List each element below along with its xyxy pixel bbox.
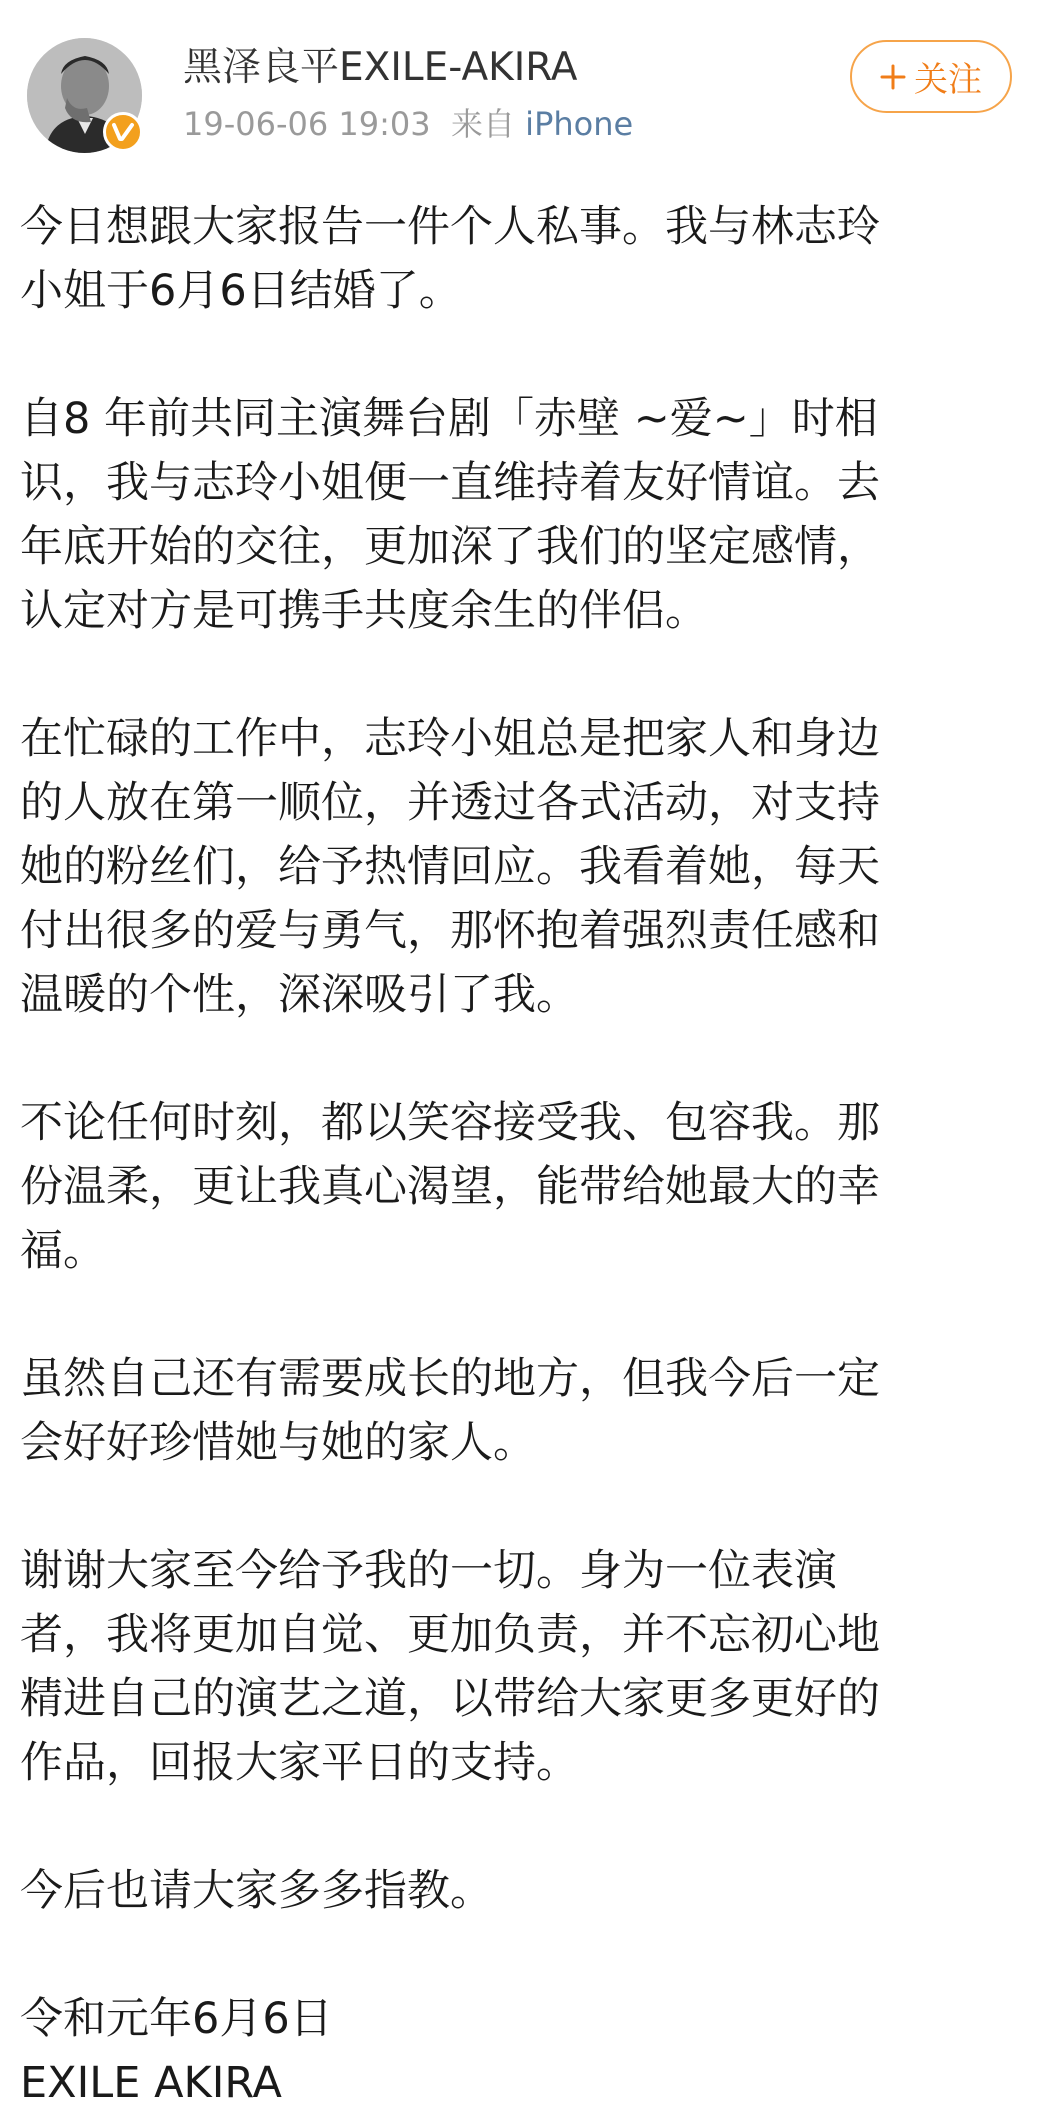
post-paragraph-7: 今后也请大家多多指教。: [20, 1866, 493, 1916]
user-name[interactable]: 黑泽良平EXILE-AKIRA: [183, 45, 578, 90]
follow-label: 关注: [914, 60, 982, 100]
post-paragraph-3: 在忙碌的工作中，志玲小姐总是把家人和身边 的人放在第一顺位，并透过各式活动，对支持 她的粉丝们，给予热情回应。我看着她，每天 付出很多的爱与勇气，那怀抱着强烈责任感和 温暖的个性，深深吸引了我。: [20, 714, 880, 1020]
post-paragraph-2: 自8 年前共同主演舞台剧「赤壁 ~爱~」时相 识，我与志玲小姐便一直维持着友好情谊。去 年底开始的交往，更加深了我们的坚定感情， 认定对方是可携手共度余生的伴侣。: [20, 394, 880, 636]
post-timestamp: 19-06-06 19:03: [183, 105, 431, 143]
post-paragraph-1: 今日想跟大家报告一件个人私事。我与林志玲 小姐于6月6日结婚了。: [20, 202, 880, 316]
plus-icon: [880, 64, 906, 90]
follow-button[interactable]: [850, 40, 1012, 113]
post-paragraph-6: 谢谢大家至今给予我的一切。身为一位表演 者，我将更加自觉、更加负责，并不忘初心地 精进自己的演艺之道，以带给大家更多更好的 作品，回报大家平日的支持。: [20, 1546, 880, 1788]
post-signature: 令和元年6月6日 EXILE AKIRA: [20, 1994, 333, 2108]
post-device[interactable]: iPhone: [525, 105, 634, 143]
post-source-prefix: 来自: [450, 105, 515, 143]
post-paragraph-5: 虽然自己还有需要成长的地方，但我今后一定 会好好珍惜她与她的家人。: [20, 1354, 880, 1468]
post-paragraph-4: 不论任何时刻，都以笑容接受我、包容我。那 份温柔，更让我真心渴望，能带给她最大的幸 福。: [20, 1098, 880, 1276]
post-header: [0, 0, 1055, 175]
verified-icon: [103, 112, 143, 152]
post-meta: [183, 104, 633, 144]
post-body: [20, 195, 1030, 2115]
